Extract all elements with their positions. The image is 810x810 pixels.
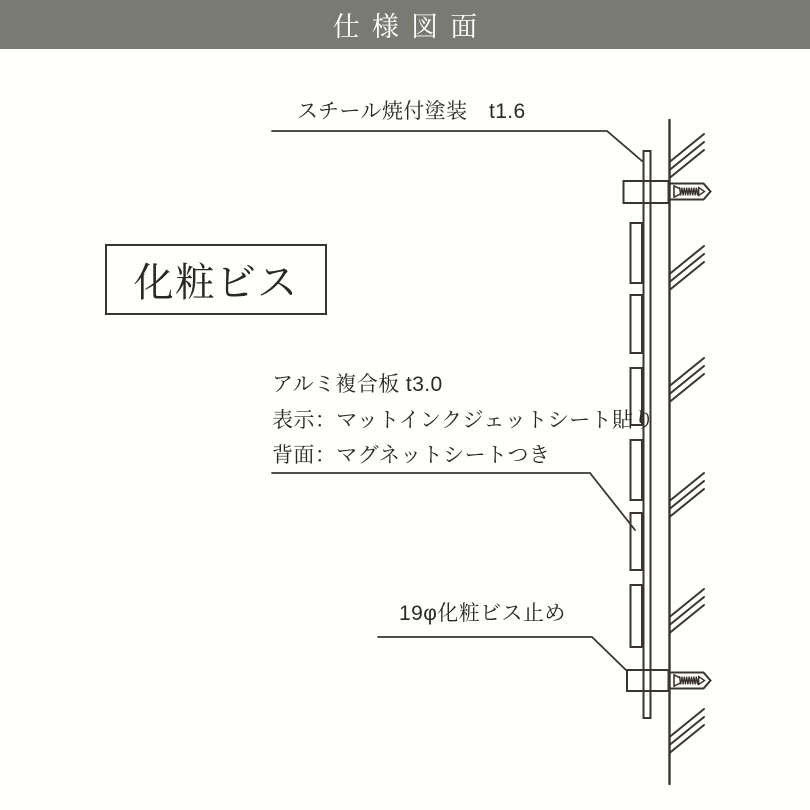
panel-front-line: 表示：マットインクジェットシート貼り (272, 408, 655, 432)
aluminum-panel-segment (631, 223, 643, 283)
top-screw (624, 181, 711, 203)
decorative-screw-box (105, 244, 327, 315)
leader-line-screw (378, 637, 627, 671)
screw-tip (699, 188, 705, 196)
leader-line-steel (272, 131, 642, 161)
label-screw-fixing: 19φ化粧ビス止め (399, 602, 566, 625)
screw-head (624, 181, 669, 203)
bottom-screw (627, 670, 711, 691)
panel-back-line: 背面：マグネットシートつき (272, 444, 551, 467)
page-title: 仕様図面 (332, 12, 490, 42)
panel-spec-line: アルミ複合板 t3.0 (272, 373, 443, 396)
screw-head (627, 670, 669, 691)
label-steel-paint: スチール焼付塗装 t1.6 (297, 100, 526, 123)
aluminum-panel-segment (631, 585, 643, 647)
aluminum-panel-segment (631, 513, 643, 570)
aluminum-panel-segment (631, 295, 643, 353)
screw-threads (680, 188, 699, 196)
leader-line-panel (272, 473, 635, 530)
screw-threads (680, 677, 699, 685)
wall-hatching (670, 134, 705, 753)
label-aluminum-panel (272, 367, 655, 474)
screw-tip (699, 677, 705, 685)
decorative-screw-label: 化粧ビス (133, 261, 299, 305)
